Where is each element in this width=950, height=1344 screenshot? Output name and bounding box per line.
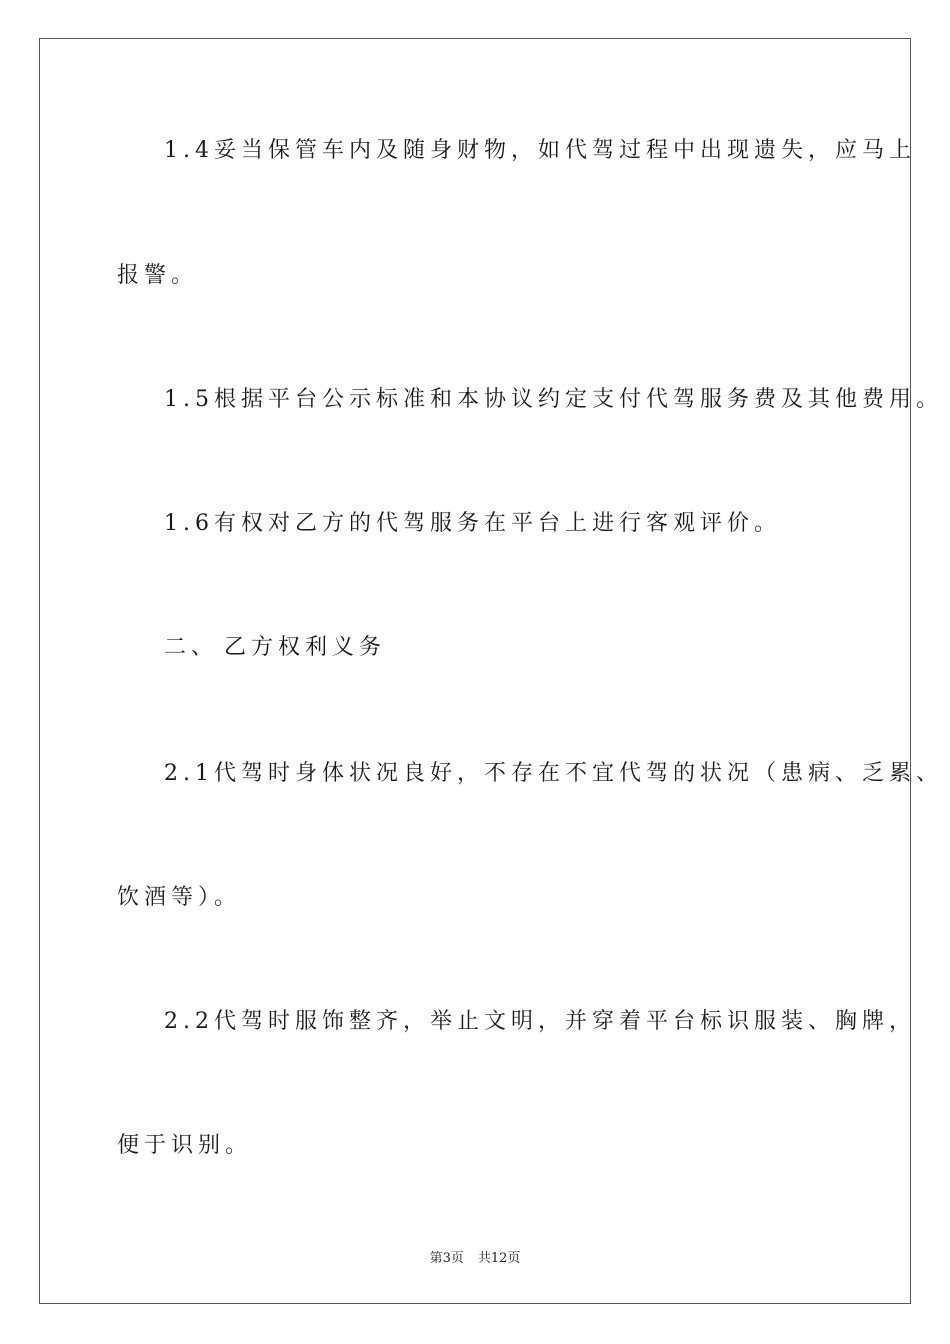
footer-total-pages: 共12页 [477, 1251, 521, 1266]
paragraph-2-2-line1: 2.2代驾时服饰整齐，举止文明，并穿着平台标识服装、胸牌， [164, 1009, 916, 1034]
paragraph-2-2-line2: 便于识别。 [117, 1133, 253, 1158]
page-footer [40, 1247, 910, 1266]
paragraph-1-6: 1.6有权对乙方的代驾服务在平台上进行客观评价。 [164, 511, 781, 536]
paragraph-1-5: 1.5根据平台公示标准和本协议约定支付代驾服务费及其他费用。 [164, 387, 943, 412]
footer-current-page: 第3页 [429, 1251, 464, 1266]
section-heading-title: 乙方权利义务 [224, 635, 387, 660]
page-frame [39, 38, 943, 1304]
section-heading [40, 633, 910, 663]
section-heading-number: 二、 [164, 635, 219, 660]
paragraph-2-1-line1: 2.1代驾时身体状况良好，不存在不宜代驾的状况（患病、乏累、 [164, 761, 943, 786]
paragraph-1-4-line2: 报警。 [117, 263, 199, 288]
paragraph-2-1-line2: 饮酒等）。 [117, 885, 242, 910]
paragraph-1-4-line1: 1.4妥当保管车内及随身财物，如代驾过程中出现遗失，应马上 [164, 138, 916, 163]
